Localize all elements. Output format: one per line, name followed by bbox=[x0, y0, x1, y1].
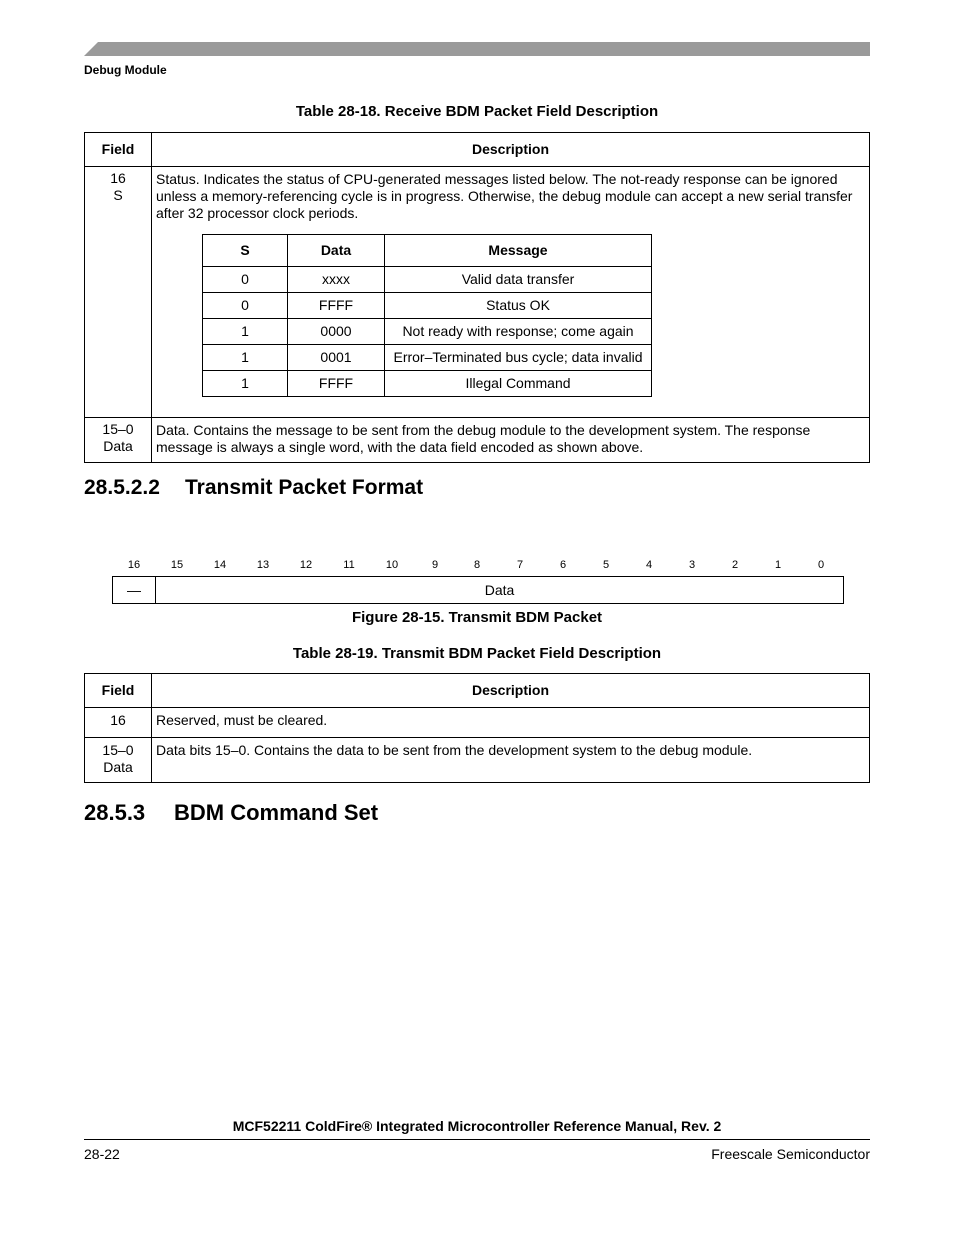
field-cell bbox=[85, 708, 152, 738]
table-header-row bbox=[85, 133, 870, 167]
inner-row bbox=[203, 267, 652, 293]
table-row bbox=[85, 738, 870, 783]
inner-cell-data: 0001 bbox=[288, 345, 385, 371]
bit16-field: — bbox=[113, 577, 156, 603]
inner-header-data: Data bbox=[288, 235, 385, 267]
bit-number: 3 bbox=[688, 559, 696, 571]
inner-cell-data: 0000 bbox=[288, 319, 385, 345]
bit-number: 13 bbox=[256, 559, 270, 571]
bit-number: 10 bbox=[385, 559, 399, 571]
field-cell bbox=[85, 418, 152, 463]
section-title: Transmit Packet Format bbox=[185, 476, 424, 499]
inner-cell-message: Illegal Command bbox=[385, 371, 652, 397]
running-header: Debug Module bbox=[84, 63, 167, 77]
column-header-field: Field bbox=[85, 674, 152, 708]
table-row bbox=[85, 167, 870, 418]
description-text: Status. Indicates the status of CPU-generated messages listed below. The not-ready response can be ignored unless a memory-referencing cycle is in progress. Otherwise, the debug module can accept a new serial transfer after 32 processor clock periods. bbox=[156, 171, 853, 221]
inner-cell-s: 1 bbox=[203, 371, 288, 397]
field-name: Data bbox=[103, 438, 133, 454]
description-cell bbox=[152, 167, 870, 418]
field-name: Data bbox=[103, 759, 133, 775]
field-bit: 16 bbox=[110, 170, 126, 186]
header-bar bbox=[84, 42, 870, 56]
footer-rule bbox=[84, 1139, 870, 1140]
inner-row bbox=[203, 345, 652, 371]
description-cell: Reserved, must be cleared. bbox=[152, 708, 870, 738]
column-header-description: Description bbox=[152, 674, 870, 708]
bit-number: 14 bbox=[213, 559, 227, 571]
transmit-register-diagram bbox=[112, 576, 844, 604]
bit-number: 1 bbox=[774, 559, 782, 571]
inner-header-s: S bbox=[203, 235, 288, 267]
description-cell: Data bits 15–0. Contains the data to be sent from the development system to the debug module. bbox=[152, 738, 870, 783]
bit-number: 6 bbox=[559, 559, 567, 571]
bit-number: 8 bbox=[473, 559, 481, 571]
inner-cell-message: Error–Terminated bus cycle; data invalid bbox=[385, 345, 652, 371]
column-header-field: Field bbox=[85, 133, 152, 167]
transmit-packet-table bbox=[84, 673, 870, 783]
bit-number: 15 bbox=[170, 559, 184, 571]
table-row bbox=[85, 418, 870, 463]
inner-row bbox=[203, 293, 652, 319]
section-number: 28.5.2.2 bbox=[84, 476, 160, 499]
footer-company: Freescale Semiconductor bbox=[711, 1146, 870, 1162]
field-cell bbox=[85, 167, 152, 418]
inner-header-row bbox=[203, 235, 652, 267]
field-bit: 15–0 bbox=[102, 742, 134, 758]
section-heading bbox=[84, 476, 423, 500]
inner-cell-s: 1 bbox=[203, 345, 288, 371]
inner-cell-message: Status OK bbox=[385, 293, 652, 319]
inner-cell-data: FFFF bbox=[288, 293, 385, 319]
bit-number: 0 bbox=[817, 559, 825, 571]
field-bit: 15–0 bbox=[102, 421, 134, 437]
inner-cell-s: 0 bbox=[203, 267, 288, 293]
field-bit: 16 bbox=[110, 712, 126, 728]
table-caption: Table 28-18. Receive BDM Packet Field Description bbox=[295, 103, 659, 120]
bit-number: 16 bbox=[127, 559, 141, 571]
description-cell: Data. Contains the message to be sent from the debug module to the development system. The response message is always a single word, with the data field encoded as shown above. bbox=[152, 418, 870, 463]
inner-cell-s: 1 bbox=[203, 319, 288, 345]
bit-number: 2 bbox=[731, 559, 739, 571]
inner-row bbox=[203, 371, 652, 397]
inner-row bbox=[203, 319, 652, 345]
footer-title: MCF52211 ColdFire® Integrated Microcontroller Reference Manual, Rev. 2 bbox=[232, 1118, 722, 1134]
field-name: S bbox=[113, 187, 123, 203]
bit-number: 12 bbox=[299, 559, 313, 571]
inner-cell-message: Valid data transfer bbox=[385, 267, 652, 293]
bit-number: 11 bbox=[343, 559, 355, 571]
inner-cell-data: xxxx bbox=[288, 267, 385, 293]
receive-packet-table bbox=[84, 132, 870, 463]
figure-caption: Figure 28-15. Transmit BDM Packet bbox=[351, 609, 603, 626]
inner-cell-message: Not ready with response; come again bbox=[385, 319, 652, 345]
column-header-description: Description bbox=[152, 133, 870, 167]
table-caption: Table 28-19. Transmit BDM Packet Field Description bbox=[292, 645, 662, 662]
section-heading bbox=[84, 800, 378, 826]
bit-number: 4 bbox=[645, 559, 653, 571]
section-title: BDM Command Set bbox=[174, 800, 379, 825]
bit-number: 9 bbox=[431, 559, 439, 571]
table-header-row bbox=[85, 674, 870, 708]
inner-header-message: Message bbox=[385, 235, 652, 267]
status-message-table bbox=[202, 234, 652, 397]
bit-number: 7 bbox=[516, 559, 524, 571]
inner-cell-s: 0 bbox=[203, 293, 288, 319]
bit-number: 5 bbox=[602, 559, 610, 571]
field-cell bbox=[85, 738, 152, 783]
page-number: 28-22 bbox=[84, 1146, 120, 1162]
data-field: Data bbox=[484, 582, 515, 598]
section-number: 28.5.3 bbox=[84, 800, 146, 825]
table-row bbox=[85, 708, 870, 738]
inner-cell-data: FFFF bbox=[288, 371, 385, 397]
